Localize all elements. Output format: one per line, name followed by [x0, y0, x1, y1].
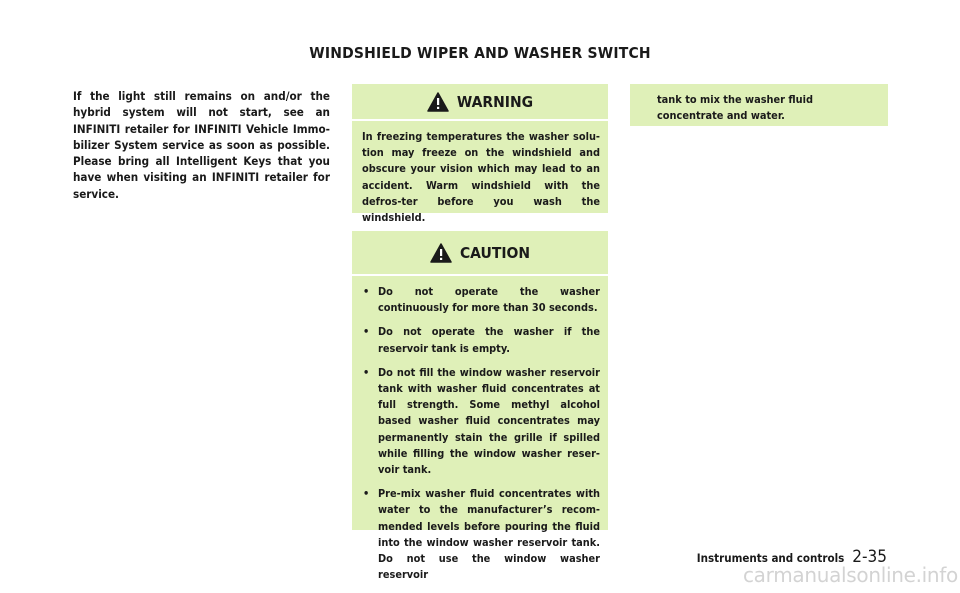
bullet: •: [363, 285, 370, 298]
caution-header: [352, 231, 608, 274]
bullet: •: [363, 365, 370, 379]
caution-item: [362, 365, 600, 478]
warning-box: [352, 84, 608, 225]
warning-header: [352, 84, 608, 119]
caution-title: CAUTION: [459, 243, 531, 262]
caution-continuation-text: tank to mix the washer fluid concentrate and water.: [657, 93, 813, 123]
warning-body: In freezing temperatures the washer solu-tion may freeze on the windshield and obscure your vision which may lead to an accident. Warm windshield with the defros-ter before you wash the windshield.: [362, 130, 600, 225]
caution-box: [352, 231, 608, 582]
left-column: [73, 88, 330, 202]
bullet: •: [363, 487, 370, 501]
caution-item: [362, 324, 600, 356]
caution-item-text: Pre-mix washer fluid concentrates with water to the manufacturer’s recom-mended levels before pouring the fluid into the window washer reservoir tank. Do not use the window washer reservoir: [378, 487, 600, 582]
caution-continuation-box: [630, 84, 888, 126]
warning-triangle-icon: [430, 243, 452, 263]
caution-item-text: Do not operate the washer continuously for more than 30 seconds.: [378, 285, 600, 315]
caution-item-text: Do not fill the window washer reservoir tank with washer fluid concentrates at full strength. Some methyl alcohol based washer fluid concentrates may permanently stain the grille if spilled while filling the window washer reser-voir tank.: [378, 365, 600, 477]
page-number: 2-35: [852, 547, 887, 567]
bullet: •: [363, 325, 370, 339]
watermark: carmanualsonline.info: [742, 563, 958, 587]
warning-title: WARNING: [456, 92, 534, 111]
caution-item: [362, 284, 600, 316]
footer-section-name: Instruments and controls: [696, 551, 845, 565]
caution-item-text: Do not operate the washer if the reservoir tank is empty.: [378, 325, 600, 355]
section-title: WINDSHIELD WIPER AND WASHER SWITCH: [309, 44, 651, 62]
caution-list: [352, 276, 608, 583]
warning-triangle-icon: [427, 92, 449, 112]
caution-item: [362, 486, 600, 583]
left-paragraph: If the light still remains on and/or the hybrid system will not start, see an INFINITI retailer for INFINITI Vehicle Immo-bilizer System service as soon as possible. Please bring all Intelligent Keys that you have when visiting an INFINITI retailer for service.: [73, 89, 330, 201]
